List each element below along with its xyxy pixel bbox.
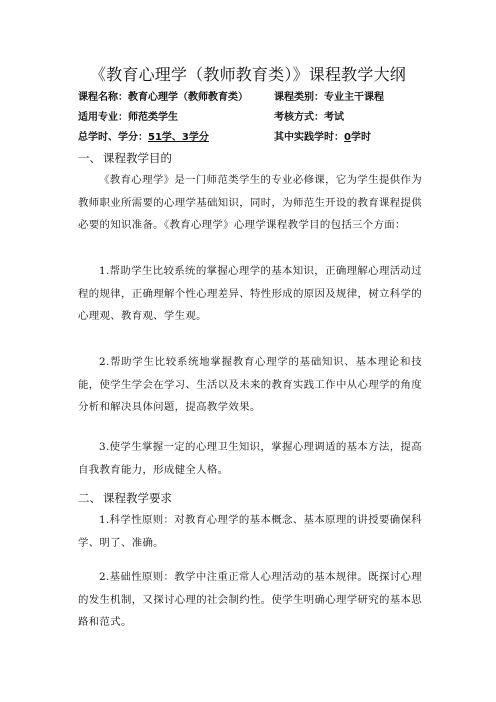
paragraph: 1.科学性原则：对教育心理学的基本概念、基本原理的讲授要确保科学、明了、准确。: [78, 514, 422, 549]
paragraph: 2.帮助学生比较系统地掌握教育心理学的基础知识、基本理论和技能，使学生学会在学习、生活以及未来的教育实践工作中从心理学的角度分析和解决具体问题，提高教学效果。: [78, 356, 422, 413]
paragraph: 1.帮助学生比较系统的掌握心理学的基本知识，正确理解心理活动过程的规律，正确理解个性心理差异、特性形成的原因及规律，树立科学的心理观、教育观、学生观。: [78, 265, 422, 322]
paragraph: 3.使学生掌握一定的心理卫生知识，掌握心理调适的基本方法，提高自我教育能力，形成健全人格。: [78, 441, 422, 476]
total-hours-value: 51学、3学分: [148, 132, 209, 143]
assessment-method: 考核方式：考试: [274, 112, 344, 123]
document-title: 《教育心理学（教师教育类）》课程教学大纲: [89, 65, 406, 84]
course-info-row-3: [78, 130, 438, 146]
total-hours-label: 总学时、学分：: [78, 132, 148, 143]
practice-hours-unit: 学时: [350, 132, 371, 143]
section-heading-requirements: [78, 489, 172, 507]
paragraph: 2.基础性原则：教学中注重正常人心理活动的基本规律。既探讨心理的发生机制，又探讨心理的社会制约性。使学生明确心理学研究的基本思路和范式。: [78, 571, 422, 628]
section-number: 二、: [78, 491, 101, 505]
course-info-row-2: [78, 110, 438, 126]
practice-hours-value: 0: [344, 132, 351, 143]
practice-hours-label: 其中实践学时：: [274, 132, 344, 143]
course-name: 课程名称：教育心理学（教师教育类）: [78, 92, 248, 103]
section-title: 课程教学目的: [103, 151, 172, 165]
applicable-major: 适用专业：师范类学生: [78, 112, 178, 123]
course-category: 课程类别：专业主干课程: [274, 92, 384, 103]
section-title: 课程教学要求: [103, 491, 172, 505]
course-info-row-1: [78, 90, 438, 106]
total-hours-credits: [78, 130, 209, 146]
practice-hours: [274, 130, 371, 146]
paragraph: 《教育心理学》是一门师范类学生的专业必修课，它为学生提供作为教师职业所需要的心理学基础知识，同时，为师范生开设的教育课程提供必要的知识准备。《教育心理学》心理学课程教学目的包括三个方面：: [78, 174, 422, 231]
section-number: 一、: [78, 151, 101, 165]
section-heading-purpose: [78, 149, 172, 167]
